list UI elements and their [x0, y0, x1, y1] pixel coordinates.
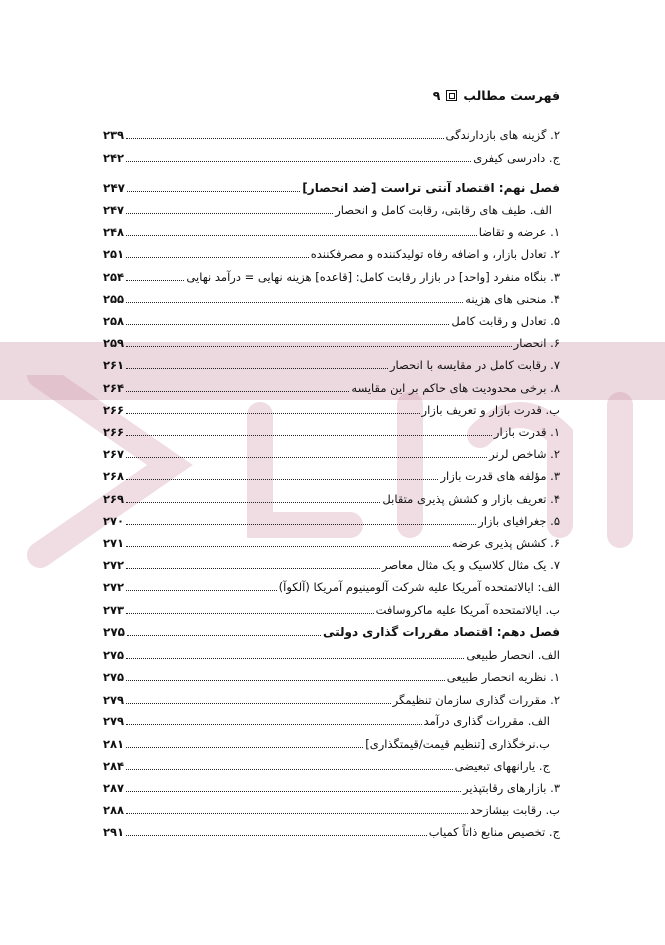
- toc-entry-page-number: ۲۸۱: [103, 737, 125, 751]
- toc-entry-page-number: ۲۴۲: [103, 151, 125, 165]
- toc-entry: [103, 711, 560, 729]
- toc-entry-page-number: ۲۷۹: [103, 693, 125, 707]
- toc-entry-page-number: ۲۵۸: [103, 314, 125, 328]
- toc-entry-title: ۲. تعادل بازار، و اضافه رفاه تولیدکننده و مصرفکننده: [310, 247, 560, 261]
- toc-entry: [103, 600, 560, 618]
- toc-entry: [103, 778, 560, 796]
- toc-entry-title: ج. دادرسی کیفری: [473, 151, 560, 165]
- header-title: فهرست مطالب: [463, 88, 560, 103]
- dot-leader: [126, 769, 453, 770]
- toc-entry-title: ۶. کشش پذیری عرضه: [451, 536, 560, 550]
- toc-entry-title: الف. انحصار طبیعی: [466, 648, 560, 662]
- toc-entry-page-number: ۲۶۷: [103, 447, 125, 461]
- dot-leader: [126, 161, 471, 162]
- toc-entry-page-number: ۲۸۸: [103, 803, 125, 817]
- toc-entry: [103, 555, 560, 573]
- toc-entry: [103, 444, 560, 462]
- toc-entry-title: ۷. یک مثال کلاسیک و یک مثال معاصر: [381, 558, 560, 572]
- toc-entry-page-number: ۲۴۷: [103, 203, 125, 217]
- toc-entry-title: ج. یارانههای تبعیضی: [454, 759, 550, 773]
- header-page-number: ۹: [432, 88, 441, 103]
- toc-entry-title: ۶. انحصار: [513, 336, 560, 350]
- toc-entry-title: ۷. رقابت کامل در مقایسه با انحصار: [389, 358, 560, 372]
- toc-entry-page-number: ۲۸۷: [103, 781, 125, 795]
- dot-leader: [126, 346, 512, 347]
- toc-entry-title: الف: ایالاتمتحده آمریکا علیه شرکت آلومینیوم آمریکا (آلکوآ): [278, 580, 560, 594]
- toc-entry: [103, 244, 560, 262]
- toc-entry-page-number: ۲۶۱: [103, 358, 125, 372]
- toc-entry-page-number: ۲۶۹: [103, 492, 125, 506]
- toc-entry: [103, 489, 560, 507]
- dot-leader: [126, 235, 477, 236]
- toc-entry: [103, 690, 560, 708]
- dot-leader: [126, 724, 421, 725]
- toc-entry: [103, 734, 560, 752]
- toc-entry-page-number: ۲۷۵: [103, 648, 125, 662]
- toc-entry: [103, 355, 560, 373]
- toc-entry-page-number: ۲۵۴: [103, 270, 125, 284]
- toc-entry: [103, 422, 560, 440]
- toc-entry-title: ۵. جغرافیای بازار: [478, 514, 560, 528]
- toc-entry-title: فصل دهم: اقتصاد مقررات گذاری دولتی: [322, 625, 560, 639]
- dot-leader: [126, 257, 309, 258]
- toc-entry: [103, 267, 560, 285]
- toc-entry: [103, 466, 560, 484]
- dot-leader: [126, 791, 461, 792]
- toc-entry-title: ۲. شاخص لرنر: [489, 447, 560, 461]
- toc-entry: [103, 289, 560, 307]
- toc-entry: [103, 200, 560, 218]
- toc-entry-page-number: ۲۶۸: [103, 469, 125, 483]
- dot-leader: [126, 813, 468, 814]
- dot-leader: [126, 680, 445, 681]
- dot-leader: [126, 568, 380, 569]
- dot-leader: [127, 191, 300, 192]
- chapter-heading: [103, 178, 560, 196]
- dot-leader: [127, 635, 321, 636]
- toc-entry-title: ج. تخصیص منابع ذاتاً کمیاب: [428, 825, 560, 839]
- toc-entry: [103, 311, 560, 329]
- toc-entry-page-number: ۲۹۱: [103, 825, 125, 839]
- dot-leader: [126, 391, 349, 392]
- toc-entry-page-number: ۲۷۲: [103, 558, 125, 572]
- toc-entry: [103, 400, 560, 418]
- toc-entry-title: ب. قدرت بازار و تعریف بازار: [421, 403, 560, 417]
- toc-entry-page-number: ۲۷۱: [103, 536, 125, 550]
- dot-leader: [126, 324, 449, 325]
- toc-entry-page-number: ۲۴۸: [103, 225, 125, 239]
- toc-entry-page-number: ۲۵۵: [103, 292, 125, 306]
- toc-entry: [103, 125, 560, 143]
- toc-entry-title: ۱. قدرت بازار: [493, 425, 560, 439]
- chapter-heading: [103, 622, 560, 640]
- dot-leader: [126, 703, 391, 704]
- toc-entry-page-number: ۲۶۶: [103, 425, 125, 439]
- toc-entry-title: ۳. بازارهای رقابتپذیر: [462, 781, 560, 795]
- dot-leader: [126, 368, 388, 369]
- toc-entry-title: ۲. مقررات گذاری سازمان تنظیمگر: [392, 693, 560, 707]
- dot-leader: [126, 546, 450, 547]
- dot-leader: [126, 590, 277, 591]
- toc-entry-title: ۱. نظریه انحصار طبیعی: [446, 670, 560, 684]
- dot-leader: [126, 457, 487, 458]
- toc-entry: [103, 333, 560, 351]
- toc-entry-page-number: ۲۶۴: [103, 381, 125, 395]
- dot-leader: [126, 613, 374, 614]
- toc-entry-title: ب. رقابت بیشازحد: [470, 803, 560, 817]
- toc-entry-page-number: ۲۳۹: [103, 128, 125, 142]
- dot-leader: [126, 413, 419, 414]
- dot-leader: [126, 502, 380, 503]
- toc-entry-page-number: ۲۷۹: [103, 714, 125, 728]
- toc-entry-title: ۴. تعریف بازار و کشش پذیری متقابل: [382, 492, 560, 506]
- toc-entry-page-number: ۲۷۰: [103, 514, 125, 528]
- toc-entry-title: فصل نهم: اقتصاد آنتی تراست [ضد انحصار]: [302, 181, 560, 195]
- toc-entry-title: ب.نرخگذاری [تنظیم قیمت/قیمتگذاری]: [365, 737, 550, 751]
- toc-entry-title: الف. مقررات گذاری درآمد: [423, 714, 550, 728]
- dot-leader: [126, 302, 463, 303]
- toc-entry: [103, 667, 560, 685]
- dot-leader: [126, 524, 476, 525]
- toc-entry: [103, 756, 560, 774]
- toc-entry-page-number: ۲۷۵: [103, 625, 125, 639]
- toc-entry-page-number: ۲۵۱: [103, 247, 125, 261]
- toc-entry-title: ۳. بنگاه منفرد [واحد] در بازار رقابت کامل: [قاعده] هزینه نهایی = درآمد نهایی: [186, 270, 560, 284]
- toc-entry-title: ۸. برخی محدودیت های حاکم بر این مقایسه: [351, 381, 560, 395]
- toc-entry-title: ۱. عرضه و تقاضا: [478, 225, 560, 239]
- toc-entry-page-number: ۲۸۴: [103, 759, 125, 773]
- toc-entry: [103, 378, 560, 396]
- dot-leader: [126, 213, 333, 214]
- dot-leader: [126, 435, 492, 436]
- toc-entry-page-number: ۲۷۳: [103, 603, 125, 617]
- toc-entry: [103, 645, 560, 663]
- toc-entry: [103, 222, 560, 240]
- toc-entry-title: ۲. گزینه های بازدارندگی: [445, 128, 560, 142]
- toc-entry-page-number: ۲۷۵: [103, 670, 125, 684]
- toc-entry: [103, 148, 560, 166]
- toc-entry-title: ب. ایالاتمتحده آمریکا علیه ماکروسافت: [375, 603, 560, 617]
- toc-entry: [103, 577, 560, 595]
- dot-leader: [126, 479, 438, 480]
- toc-entry-title: الف. طیف های رقابتی، رقابت کامل و انحصار: [335, 203, 552, 217]
- toc-entry: [103, 533, 560, 551]
- toc-entry-title: ۵. تعادل و رقابت کامل: [451, 314, 560, 328]
- toc-entry-page-number: ۲۵۹: [103, 336, 125, 350]
- dot-leader: [126, 835, 427, 836]
- toc-entry-page-number: ۲۷۲: [103, 580, 125, 594]
- toc-entry-title: ۳. مؤلفه های قدرت بازار: [440, 469, 560, 483]
- toc-entry-page-number: ۲۶۶: [103, 403, 125, 417]
- toc-entry: [103, 800, 560, 818]
- dot-leader: [126, 747, 363, 748]
- dot-leader: [126, 280, 184, 281]
- toc-entry: [103, 511, 560, 529]
- toc-entry-page-number: ۲۴۷: [103, 181, 125, 195]
- dot-leader: [126, 138, 443, 139]
- dot-leader: [126, 658, 464, 659]
- toc-entry-title: ۴. منحنی های هزینه: [465, 292, 560, 306]
- toc-entry: [103, 822, 560, 840]
